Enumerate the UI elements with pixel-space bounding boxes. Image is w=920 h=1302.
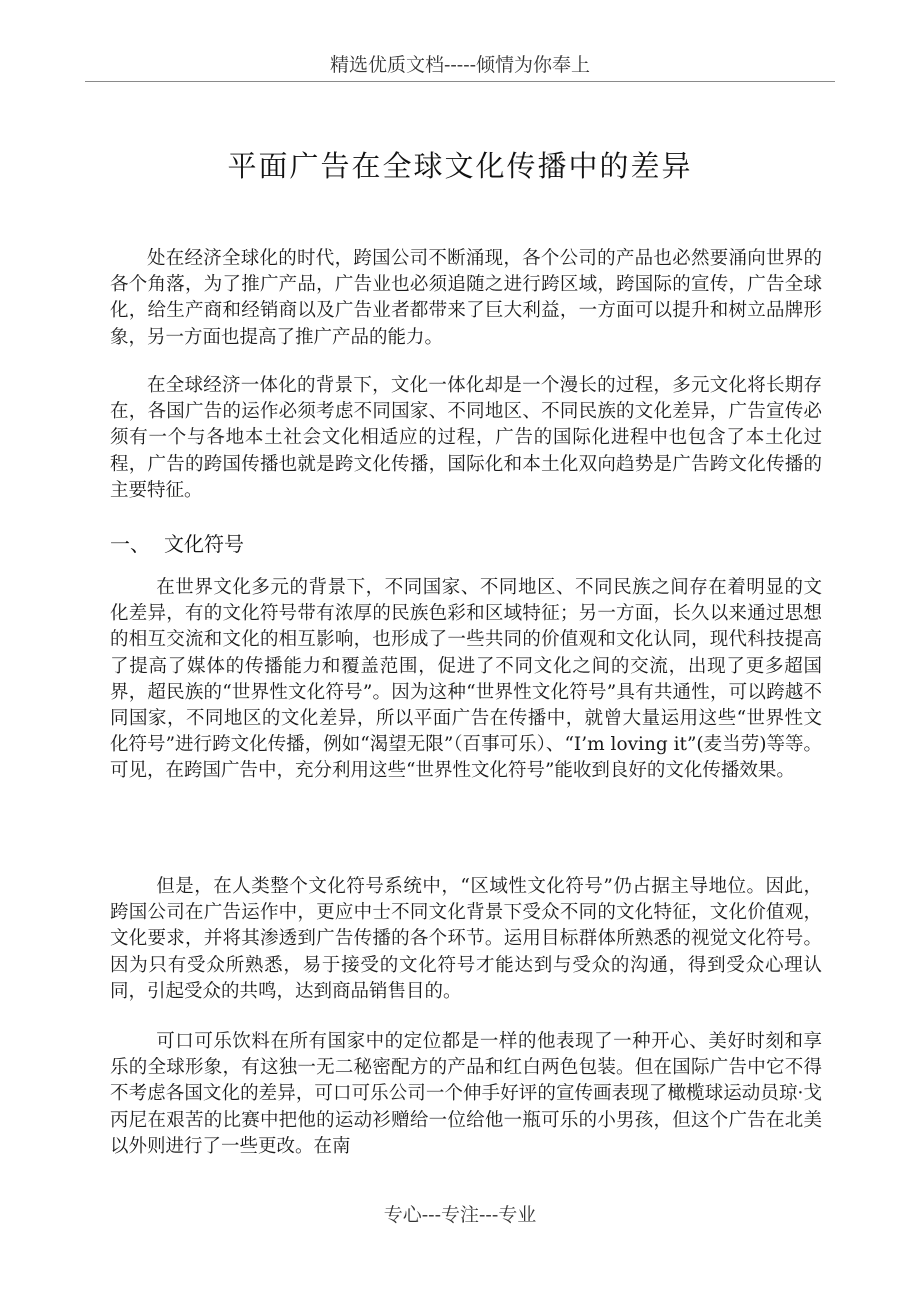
intro-paragraph-2: 在全球经济一体化的背景下，文化一体化却是一个漫长的过程，多元文化将长期存在，各国广告的运作必须考虑不同国家、不同地区、不同民族的文化差异，广告宣传必须有一个与各地本土社会文化相适应的过程，广告的国际化进程中也包含了本土化过程，广告的跨国传播也就是跨文化传播，国际化和本土化双向趋势是广告跨文化传播的主要特征。 — [110, 375, 822, 501]
section-paragraph-2: 但是，在人类整个文化符号系统中，“区域性文化符号”仍占据主导地位。因此，跨国公司在广告运作中，更应中士不同文化背景下受众不同的文化特征，文化价值观，文化要求，并将其渗透到广告传播的各个环节。运用目标群体所熟悉的视觉文化符号。因为只有受众所熟悉，易于接受的文化符号才能达到与受众的沟通，得到受众心理认同，引起受众的共鸣，达到商品销售目的。 — [110, 876, 822, 1002]
header-divider — [85, 81, 835, 82]
page-header: 精选优质文档-----倾情为你奉上 — [329, 54, 591, 76]
intro-paragraph-1: 处在经济全球化的时代，跨国公司不断涌现，各个公司的产品也必然要涌向世界的各个角落，为了推广产品，广告业也必须追随之进行跨区域，跨国际的宣传，广告全球化，给生产商和经销商以及广告业者都带来了巨大利益，一方面可以提升和树立品牌形象，另一方面也提高了推广产品的能力。 — [110, 248, 822, 348]
section-title: 文化符号 — [164, 532, 244, 556]
page-footer: 专心---专注---专业 — [383, 1204, 537, 1226]
section-paragraph-1: 在世界文化多元的背景下，不同国家、不同地区、不同民族之间存在着明显的文化差异，有的文化符号带有浓厚的民族色彩和区域特征；另一方面，长久以来通过思想的相互交流和文化的相互影响，也形成了一些共同的价值观和文化认同，现代科技提高了提高了媒体的传播能力和覆盖范围，促进了不同文化之间的交流，出现了更多超国界，超民族的“世界性文化符号”。因为这种“世界性文化符号”具有共通性，可以跨越不同国家，不同地区的文化差异，所以平面广告在传播中，就曾大量运用这些“世界性文化符号”进行跨文化传播，例如“渴望无限”（百事可乐）、“I’m loving it”(麦当劳)等等。可见，在跨国广告中，充分利用这些“世界性文化符号”能收到良好的文化传播效果。 — [110, 577, 823, 782]
section-heading — [110, 530, 244, 558]
section-paragraph-3: 可口可乐饮料在所有国家中的定位都是一样的他表现了一种开心、美好时刻和享乐的全球形象，有这独一无二秘密配方的产品和红白两色包装。但在国际广告中它不得不考虑各国文化的差异，可口可乐公司一个伸手好评的宣传画表现了橄榄球运动员琼·戈丙尼在艰苦的比赛中把他的运动衫赠给一位给他一瓶可乐的小男孩，但这个广告在北美以外则进行了一些更改。在南 — [110, 1031, 822, 1157]
section-number: 一、 — [110, 532, 150, 556]
document-title: 平面广告在全球文化传播中的差异 — [227, 149, 693, 183]
